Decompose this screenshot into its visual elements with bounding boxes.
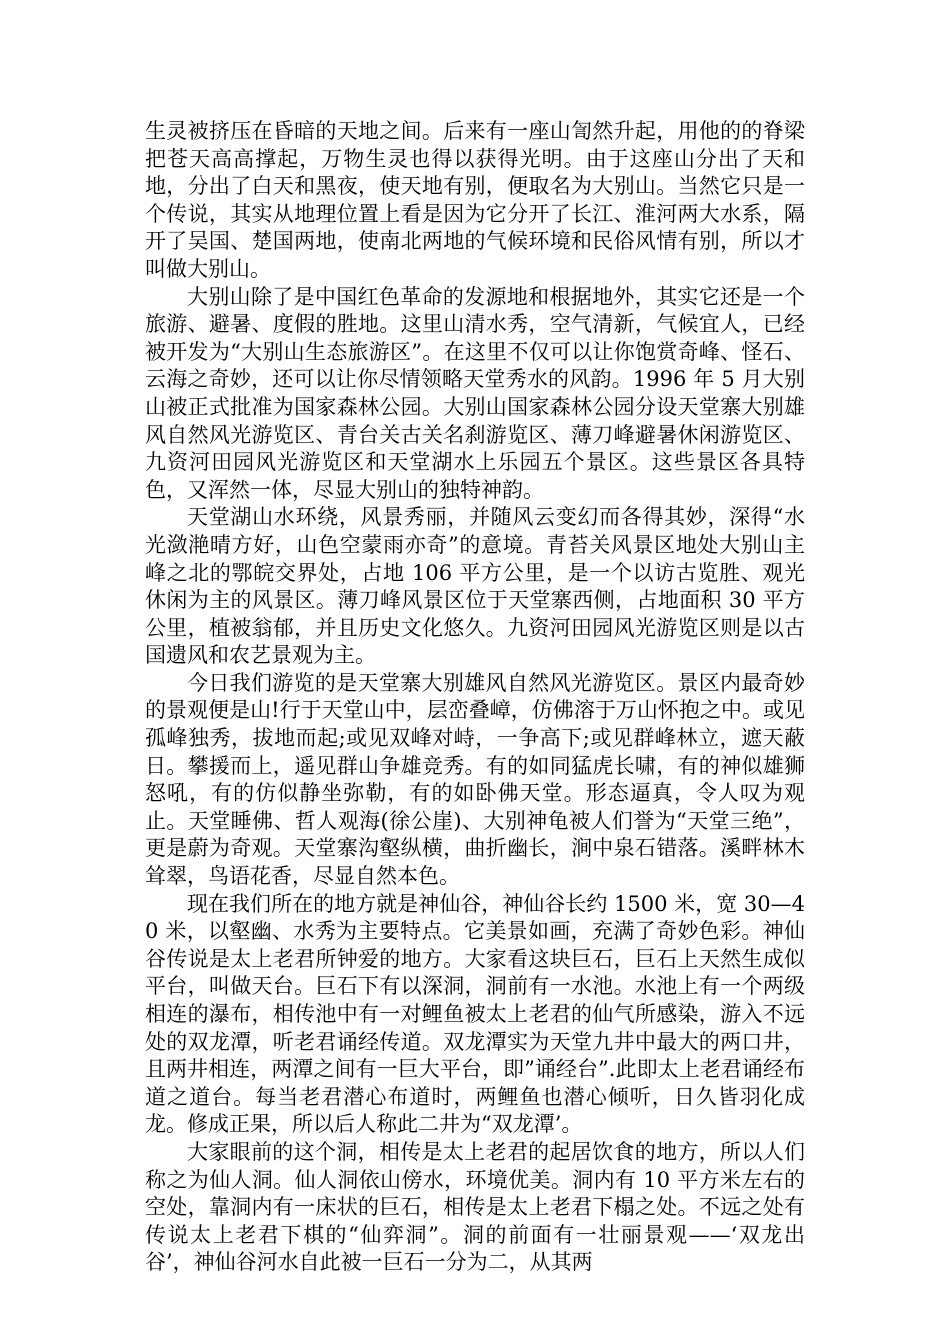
paragraph-1: 生灵被挤压在昏暗的天地之间。后来有一座山訇然升起，用他的的脊梁把苍天高高撑起，万物生灵也得以获得光明。由于这座山分出了天和地，分出了白天和黑夜，使天地有别，便取名为大别山。当然它只是一个传说，其实从地理位置上看是因为它分开了长江、淮河两大水系，隔开了吴国、楚国两地，使南北两地的气候环境和民俗风情有别，所以才叫做大别山。 [145, 119, 805, 281]
document-body [145, 118, 805, 1277]
paragraph-6: 大家眼前的这个洞，相传是太上老君的起居饮食的地方，所以人们称之为仙人洞。仙人洞依山傍水，环境优美。洞内有 10 平方米左右的空处，靠洞内有一床状的巨石，相传是太上老君下榻之处。不远之处有传说太上老君下棋的“仙弈洞”。洞的前面有一壮丽景观——‘双龙出谷’，神仙谷河水自此被一巨石一分为二，从其两 [145, 1139, 805, 1275]
paragraph-3: 天堂湖山水环绕，风景秀丽，并随风云变幻而各得其妙，深得“水光潋滟晴方好，山色空蒙雨亦奇”的意境。青苔关风景区地处大别山主峰之北的鄂皖交界处，占地 106 平方公里，是一个以访古览胜、观光休闲为主的风景区。薄刀峰风景区位于天堂寨西侧，占地面积 30 平方公里，植被翁郁，并且历史文化悠久。九资河田园风光游览区则是以古国遗风和农艺景观为主。 [145, 505, 805, 668]
paragraph-4: 今日我们游览的是天堂寨大别雄风自然风光游览区。景区内最奇妙的景观便是山!行于天堂山中，层峦叠嶂，仿佛溶于万山怀抱之中。或见孤峰独秀，拔地而起;或见双峰对峙，一争高下;或见群峰林立，遮天蔽日。攀援而上，遥见群山争雄竞秀。有的如同猛虎长啸，有的神似雄狮怒吼，有的仿似静坐弥勒，有的如卧佛天堂。形态逼真，令人叹为观止。天堂睡佛、哲人观海(徐公崖)、大别神龟被人们誉为“天堂三绝”，更是蔚为奇观。天堂寨沟壑纵横，曲折幽长，涧中泉石错落。溪畔林木耸翠，鸟语花香，尽显自然本色。 [145, 670, 805, 889]
paragraph-5: 现在我们所在的地方就是神仙谷，神仙谷长约 1500 米，宽 30—40 米，以壑幽、水秀为主要特点。它美景如画，充满了奇妙色彩。神仙谷传说是太上老君所钟爱的地方。大家看这块巨石，巨石上天然生成似平台，叫做天台。巨石下有以深洞，洞前有一水池。水池上有一个两级相连的瀑布，相传池中有一对鲤鱼被太上老君的仙气所感染，游入不远处的双龙潭，听老君诵经传道。双龙潭实为天堂九井中最大的两口井，且两井相连，两潭之间有一巨大平台，即”诵经台”.此即太上老君诵经布道之道台。每当老君潜心布道时，两鲤鱼也潜心倾听，日久皆羽化成龙。修成正果，所以后人称此二井为“双龙潭’。 [145, 891, 805, 1137]
paragraph-2: 大别山除了是中国红色革命的发源地和根据地外，其实它还是一个旅游、避暑、度假的胜地。这里山清水秀，空气清新，气候宜人，已经被开发为“大别山生态旅游区”。在这里不仅可以让你饱赏奇峰、怪石、云海之奇妙，还可以让你尽情领略天堂秀水的风韵。1996 年 5 月大别山被正式批准为国家森林公园。大别山国家森林公园分设天堂寨大别雄风自然风光游览区、青台关古关名刹游览区、薄刀峰避暑休闲游览区、九资河田园风光游览区和天堂湖水上乐园五个景区。这些景区各具特色，又浑然一体，尽显大别山的独特神韵。 [145, 284, 805, 502]
